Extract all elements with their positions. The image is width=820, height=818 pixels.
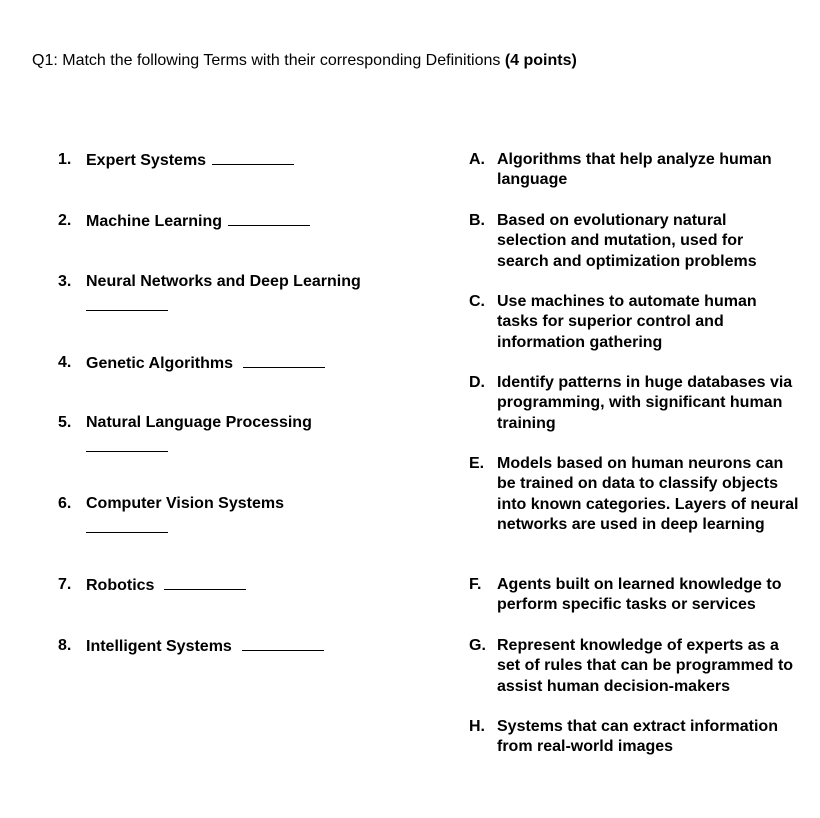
term-number: 2. [58,212,72,229]
term-number: 3. [58,273,72,290]
definition-item [469,373,799,434]
definition-letter: H. [469,718,485,735]
term-text: Genetic Algorithms [86,355,233,372]
definition-text: Based on evolutionary natural selection and mutation, used for search and optimization problems [497,212,757,270]
term-item [58,150,388,171]
question-points: (4 points) [504,52,577,69]
definition-item [469,454,799,535]
term-text: Machine Learning [86,213,223,230]
term-number: 7. [58,576,72,593]
term-item [58,494,388,533]
definition-item [469,575,799,616]
definition-text: Agents built on learned knowledge to perform specific tasks or services [497,576,782,614]
term-item [58,575,388,596]
term-number: 8. [58,637,72,654]
term-number: 1. [58,151,72,168]
definition-text: Identify patterns in huge databases via programming, with significant human training [497,374,793,432]
answer-blank[interactable] [228,211,310,226]
term-text: Computer Vision Systems [86,495,284,512]
definition-letter: C. [469,293,485,310]
term-text: Intelligent Systems [86,638,232,655]
definition-item [469,636,799,697]
term-number: 5. [58,414,72,431]
definition-letter: A. [469,151,485,168]
answer-blank[interactable] [86,437,168,452]
term-text: Natural Language Processing [86,414,312,431]
term-item [58,211,388,232]
term-item [58,413,388,452]
question-text: Q1: Match the following Terms with their corresponding Definitions [32,52,505,69]
term-text: Robotics [86,577,155,594]
definition-text: Systems that can extract information from real-world images [497,718,778,756]
term-item [58,636,388,657]
term-item [58,353,388,374]
definition-letter: G. [469,637,486,654]
definition-text: Models based on human neurons can be trained on data to classify objects into known categories. Layers of neural networks are used in deep learning [497,455,799,533]
definition-letter: D. [469,374,485,391]
definition-letter: B. [469,212,485,229]
definition-text: Represent knowledge of experts as a set of rules that can be programmed to assist human decision-makers [497,637,794,695]
answer-blank[interactable] [242,636,324,651]
term-text: Expert Systems [86,152,207,169]
answer-blank[interactable] [243,353,325,368]
definition-item [469,150,799,191]
definition-text: Algorithms that help analyze human language [497,151,772,189]
term-number: 4. [58,354,72,371]
answer-blank[interactable] [212,150,294,165]
term-item [58,272,388,311]
answer-blank[interactable] [164,575,246,590]
question-prompt [32,51,577,71]
term-number: 6. [58,495,72,512]
definition-item [469,292,799,353]
definition-item [469,211,799,272]
answer-blank[interactable] [86,296,168,311]
definition-item [469,717,799,758]
term-text: Neural Networks and Deep Learning [86,273,361,290]
definition-letter: F. [469,576,482,593]
definition-letter: E. [469,455,485,472]
definition-text: Use machines to automate human tasks for superior control and information gathering [497,293,757,351]
answer-blank[interactable] [86,518,168,533]
